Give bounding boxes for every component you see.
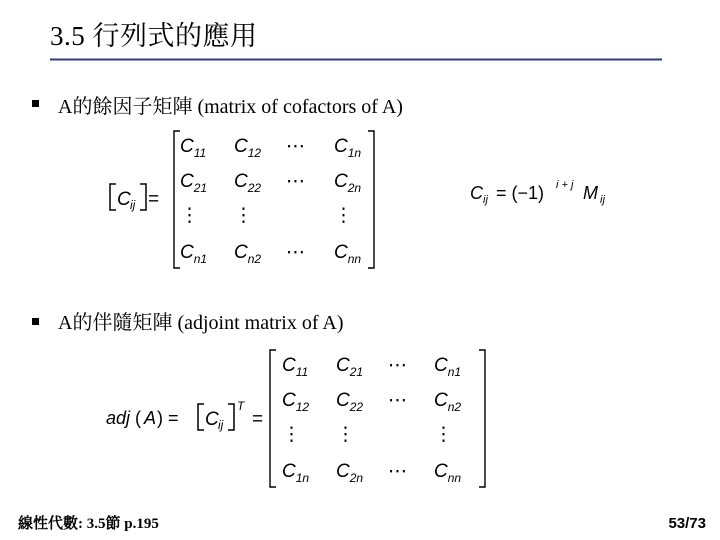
slide-title: 3.5 行列式的應用 [50, 21, 258, 51]
svg-text:= (−1): = (−1) [496, 183, 545, 203]
matrix-right-bracket [368, 131, 374, 268]
cofactor-matrix-cell: $C_{n2}$ [234, 242, 262, 266]
svg-text:=: = [252, 409, 264, 430]
svg-text:A: A [144, 408, 157, 428]
cofactor-matrix-cell: $C_{22}$ [234, 171, 262, 195]
adjoint-matrix-cell: ⋮ [282, 424, 301, 445]
adjoint-matrix-cell: $C_{2n}$ [336, 461, 364, 485]
svg-text:T: T [237, 399, 245, 413]
svg-text:ij: ij [600, 194, 605, 206]
svg-text:i + j: i + j [556, 179, 574, 191]
svg-text:=: = [148, 189, 160, 210]
svg-text:C: C [117, 189, 131, 210]
adjoint-matrix-cell: $C_{n1}$ [434, 355, 462, 379]
svg-text:M: M [583, 183, 598, 203]
svg-text:ij: ij [218, 418, 224, 432]
adjoint-matrix-cell: $C_{11}$ [282, 355, 309, 379]
matrix-left-bracket [270, 350, 276, 487]
svg-text:C: C [205, 409, 219, 430]
adjoint-matrix-cell: ⋯ [388, 461, 407, 482]
cofactor-matrix-cell: $C_{12}$ [234, 136, 262, 160]
adjoint-matrix-cell: ⋯ [388, 390, 407, 411]
cofactor-matrix-cell: $C_{11}$ [180, 136, 207, 160]
adjoint-matrix-cell: $C_{1n}$ [282, 461, 310, 485]
adjoint-matrix-cell: $C_{n2}$ [434, 390, 462, 414]
cofactor-matrix-cell: ⋯ [286, 136, 305, 157]
matrix-right-bracket [479, 350, 485, 487]
cofactor-matrix-cell: $C_{21}$ [180, 171, 208, 195]
svg-text:ij: ij [483, 194, 488, 206]
lhs-cij [110, 184, 159, 212]
bullet-text-adjoint: A的伴隨矩陣 (adjoint matrix of A) [58, 312, 344, 334]
svg-text:adj: adj [106, 408, 131, 428]
cofactor-matrix-cell: ⋯ [286, 171, 305, 192]
adjoint-matrix-cell: ⋮ [336, 424, 355, 445]
svg-text:C: C [470, 183, 483, 203]
adjoint-matrix-cell: $C_{21}$ [336, 355, 364, 379]
cofactor-matrix-cell: $C_{2n}$ [334, 171, 362, 195]
footer-source: 線性代數: 3.5節 p.195 [18, 516, 159, 532]
cofactor-matrix-cell: ⋮ [334, 205, 353, 226]
cofactor-matrix-equation [110, 131, 374, 268]
cofactor-matrix-cell: ⋯ [286, 242, 305, 263]
adjoint-matrix-cell: $C_{nn}$ [434, 461, 462, 485]
adjoint-matrix-cell: $C_{22}$ [336, 390, 364, 414]
svg-text:) =: ) = [157, 408, 179, 428]
svg-text:(: ( [135, 408, 141, 428]
cofactor-matrix-cell: $C_{n1}$ [180, 242, 208, 266]
cofactor-matrix-cell: $C_{1n}$ [334, 136, 362, 160]
adjoint-matrix-cell: $C_{12}$ [282, 390, 310, 414]
svg-text:ij: ij [130, 198, 136, 212]
bullet-text-cofactors: A的餘因子矩陣 (matrix of cofactors of A) [58, 96, 403, 118]
cofactor-matrix-cell: ⋮ [234, 205, 253, 226]
cofactor-formula [470, 179, 605, 206]
adjoint-matrix-cell: ⋯ [388, 355, 407, 376]
adjoint-matrix-cell: ⋮ [434, 424, 453, 445]
cofactor-matrix-cell: ⋮ [180, 205, 199, 226]
cofactor-matrix-cell: $C_{nn}$ [334, 242, 362, 266]
page-number: 53/73 [668, 515, 706, 532]
adjoint-matrix-equation [106, 350, 485, 487]
